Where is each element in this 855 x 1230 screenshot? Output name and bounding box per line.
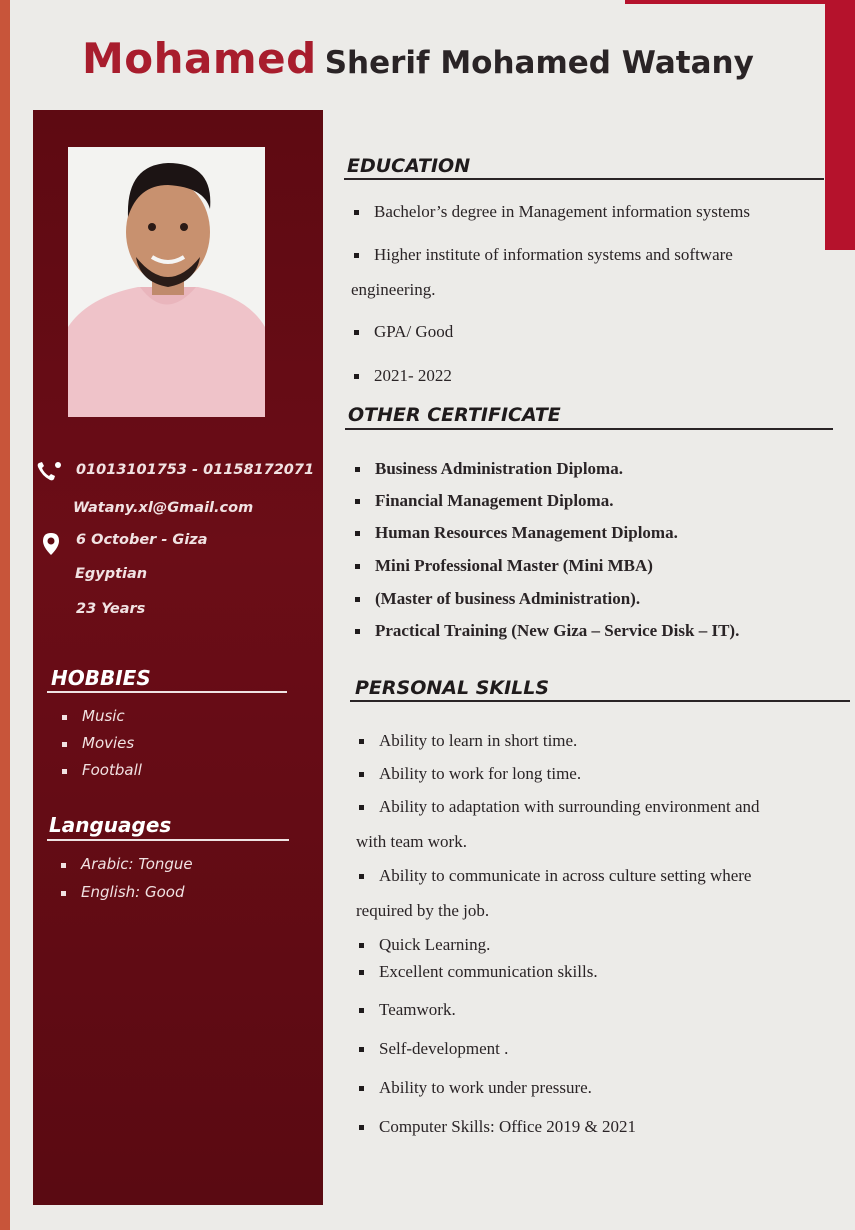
education-line: 2021- 2022	[352, 366, 452, 386]
phone-icon	[36, 460, 66, 484]
skill-line: Ability to work under pressure.	[357, 1078, 592, 1098]
skill-line: Ability to adaptation with surrounding environment and	[357, 797, 760, 817]
certificate-item: Mini Professional Master (Mini MBA)	[353, 556, 653, 576]
location-pin-icon	[42, 532, 60, 556]
person-portrait-icon	[68, 147, 265, 417]
nationality: Egyptian	[75, 566, 148, 582]
profile-photo	[68, 147, 265, 417]
skill-line: Ability to communicate in across culture setting where	[357, 866, 751, 886]
skill-line: Quick Learning.	[357, 935, 490, 955]
skill-line: Self-development .	[357, 1039, 508, 1059]
education-heading: EDUCATION	[347, 155, 471, 177]
skills-rule	[350, 700, 850, 702]
hobby-item: Football	[52, 761, 142, 788]
language-item: Arabic: Tongue	[51, 855, 193, 883]
skill-line: required by the job.	[356, 901, 490, 920]
age: 23 Years	[76, 601, 146, 617]
hobbies-heading: HOBBIES	[51, 666, 151, 690]
corner-accent-top	[625, 0, 855, 4]
certificates-heading: OTHER CERTIFICATE	[348, 404, 561, 426]
location: 6 October - Giza	[76, 532, 208, 548]
skills-heading: PERSONAL SKILLS	[355, 677, 550, 699]
first-name: Mohamed	[82, 34, 317, 83]
language-item: English: Good	[51, 883, 193, 911]
resume-name	[82, 34, 754, 83]
education-line: Bachelor’s degree in Management information systems	[352, 202, 750, 222]
hobby-item: Music	[52, 707, 142, 734]
certificate-item: Practical Training (New Giza – Service Disk – IT).	[353, 621, 739, 641]
hobbies-list	[52, 707, 142, 788]
hobby-item: Movies	[52, 734, 142, 761]
languages-rule	[47, 839, 289, 841]
skill-line: Ability to learn in short time.	[357, 731, 577, 751]
last-names: Sherif Mohamed Watany	[324, 45, 754, 81]
education-line: engineering.	[351, 280, 436, 299]
skill-line: with team work.	[356, 832, 467, 851]
languages-list	[51, 855, 193, 911]
certificate-item: Human Resources Management Diploma.	[353, 523, 678, 543]
hobbies-rule	[47, 691, 287, 693]
corner-accent	[825, 0, 855, 250]
phone-number: 01013101753 - 01158172071	[76, 462, 315, 478]
skill-line: Computer Skills: Office 2019 & 2021	[357, 1117, 636, 1137]
education-line: GPA/ Good	[352, 322, 453, 342]
certificates-rule	[345, 428, 833, 430]
email-address: Watany.xl@Gmail.com	[73, 500, 254, 516]
languages-heading: Languages	[49, 813, 172, 837]
skill-line: Excellent communication skills.	[357, 962, 598, 982]
certificate-item: Financial Management Diploma.	[353, 491, 613, 511]
skill-line: Teamwork.	[357, 1000, 456, 1020]
skill-line: Ability to work for long time.	[357, 764, 581, 784]
certificate-item: Business Administration Diploma.	[353, 459, 623, 479]
certificate-item: (Master of business Administration).	[353, 589, 640, 609]
education-line: Higher institute of information systems and software	[352, 245, 733, 265]
education-rule	[344, 178, 824, 180]
